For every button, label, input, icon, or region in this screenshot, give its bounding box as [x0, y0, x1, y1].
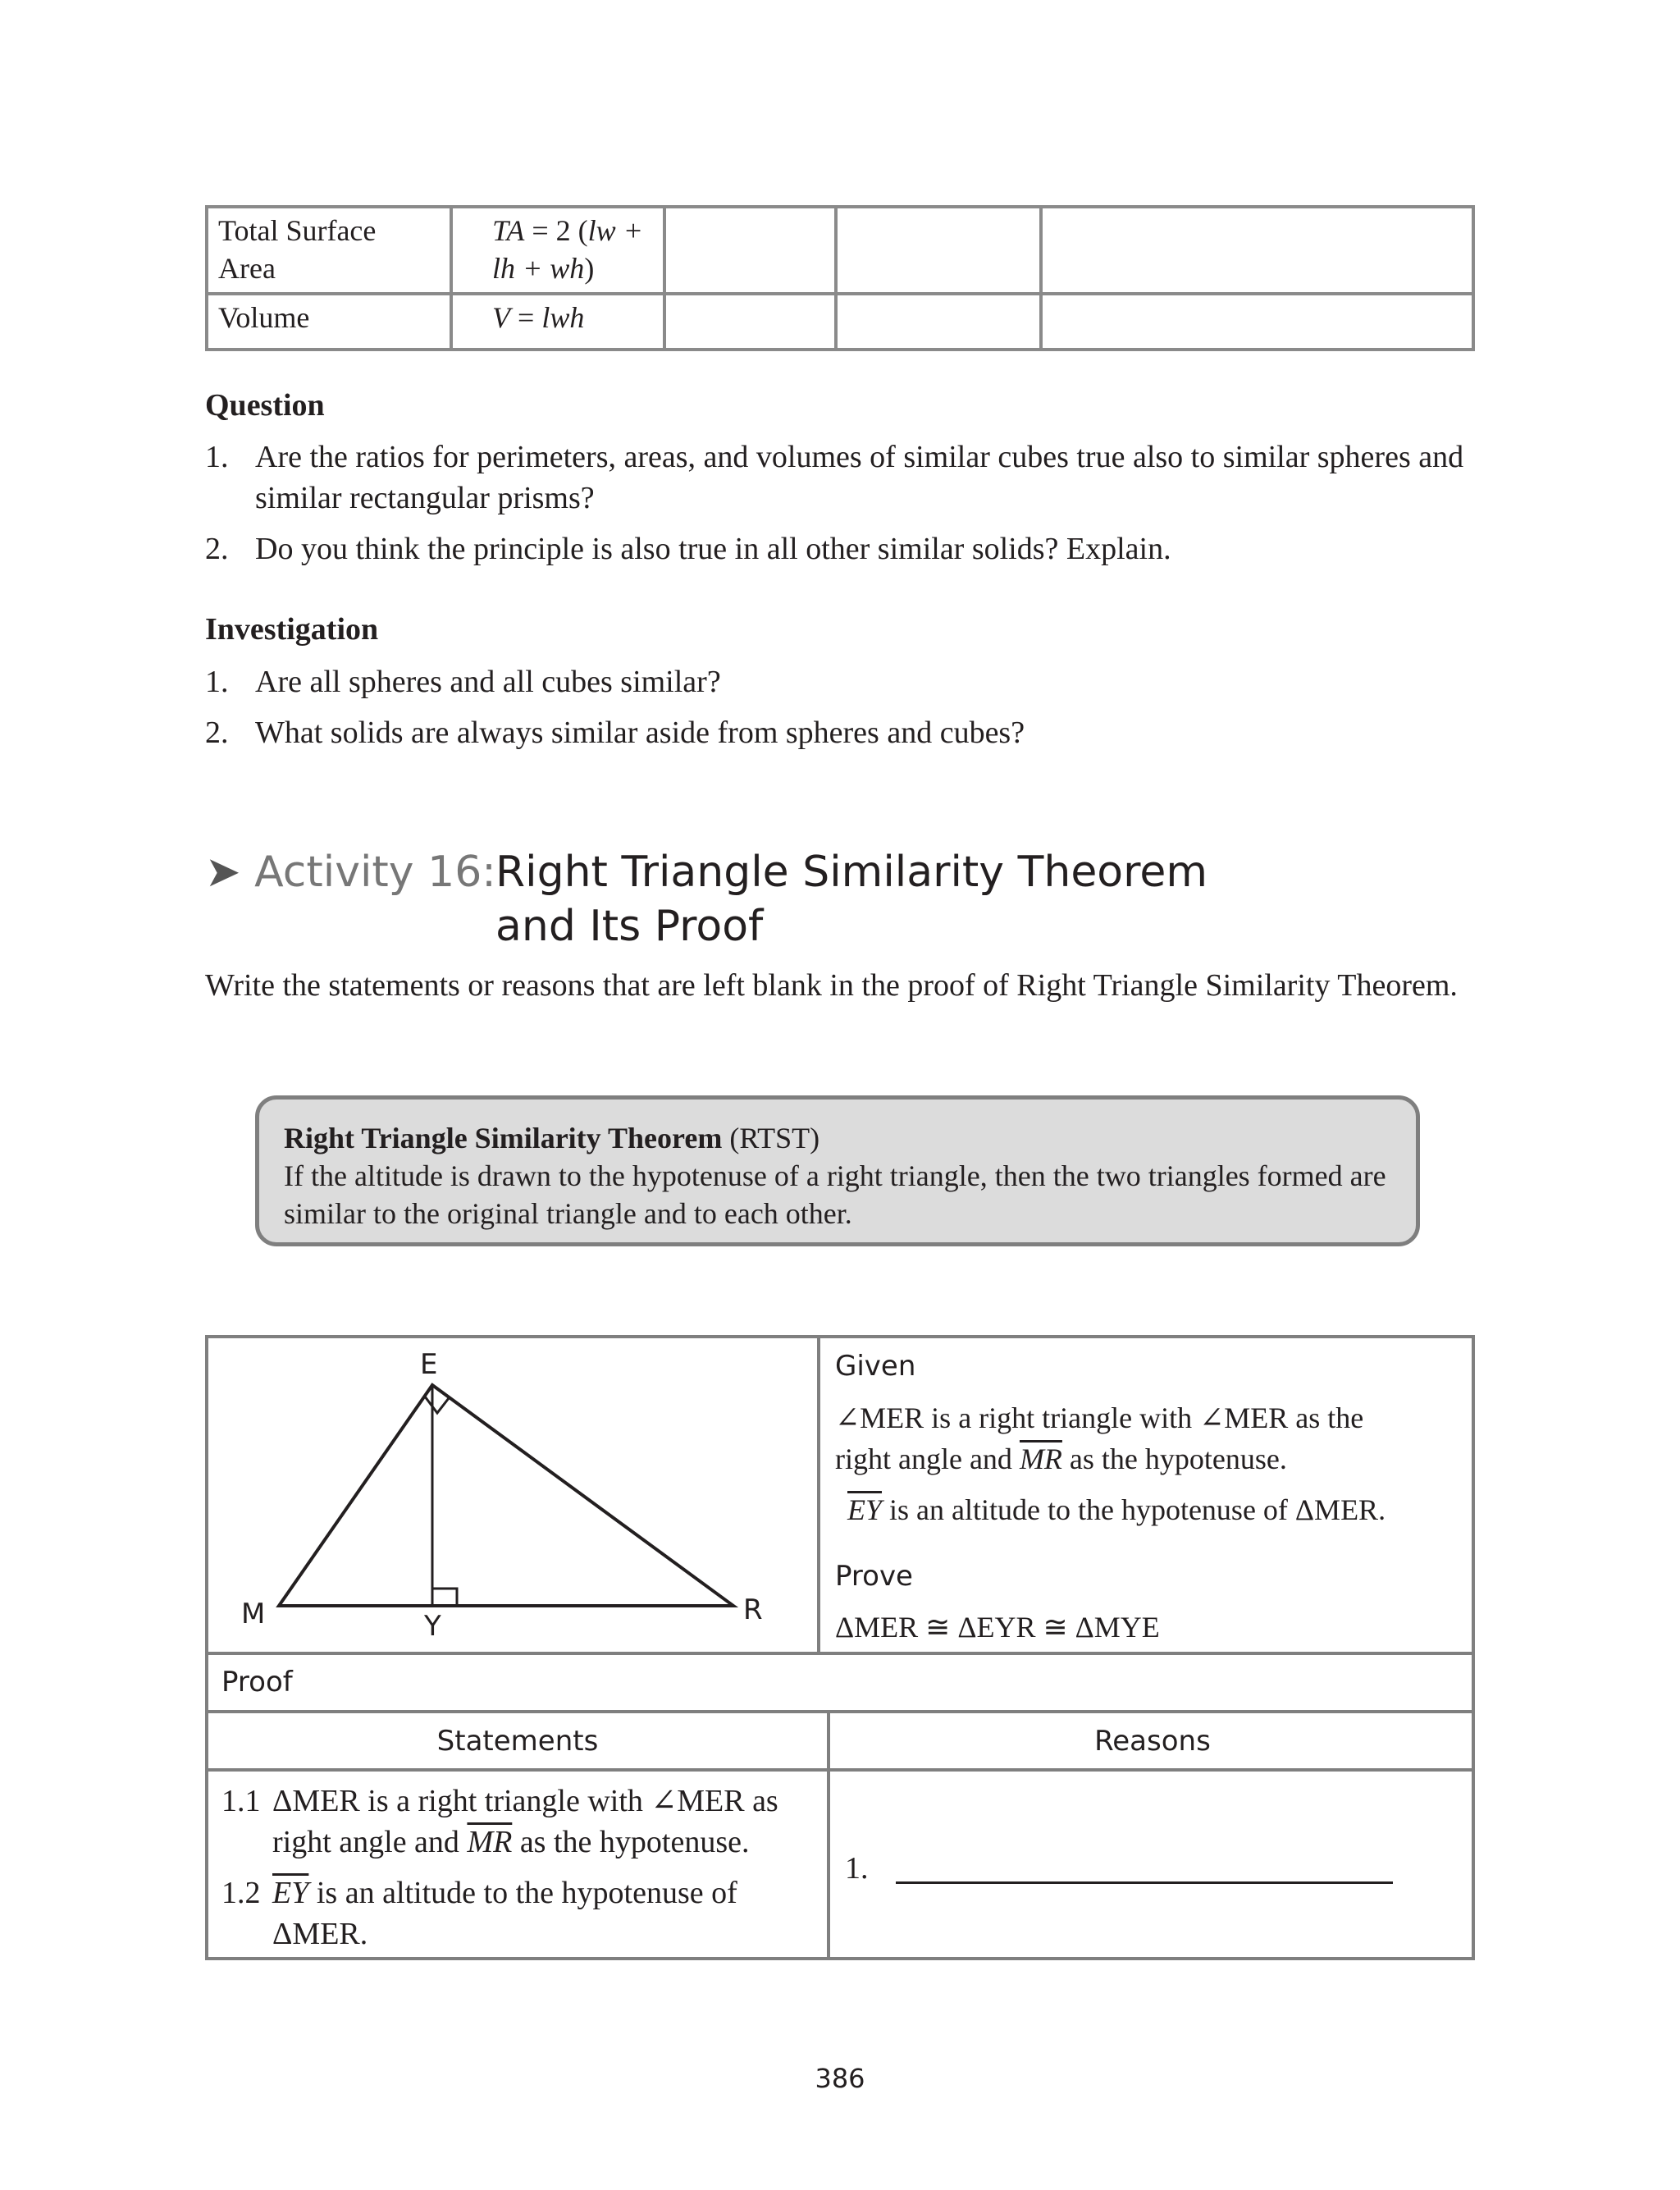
statements-cell	[221, 1781, 820, 1955]
question-heading: Question	[205, 388, 325, 423]
answer-cell[interactable]	[664, 207, 836, 294]
arrow-icon: ➤	[205, 848, 241, 897]
instructions: Write the statements or reasons that are left blank in the proof of Right Triangle Similarity Theorem.	[205, 968, 1458, 1003]
triangle-figure	[208, 1338, 815, 1650]
prove-heading: Prove	[835, 1560, 913, 1593]
row-label: Volume	[207, 294, 451, 350]
vertex-label-r: R	[743, 1593, 763, 1626]
proof-heading: Proof	[221, 1666, 293, 1699]
right-angle-mark-y	[432, 1589, 457, 1606]
given-heading: Given	[835, 1350, 916, 1383]
prove-statement: ΔMER ≅ ΔEYR ≅ ΔMYE	[835, 1611, 1160, 1644]
vertex-label-y: Y	[424, 1610, 441, 1643]
investigation-list	[205, 661, 1485, 763]
divider	[205, 1710, 1475, 1713]
activity-label: ➤ Activity 16:	[205, 848, 496, 897]
investigation-heading: Investigation	[205, 612, 379, 647]
given-statement: ∠MER is a right triangle with ∠MER as the right angle and $\overline{MR}$ as the hypotenuse. $\overline{EY}$ is an altitude to the hypotenuse of ΔMER.	[835, 1401, 1386, 1526]
answer-cell[interactable]	[836, 294, 1041, 350]
theorem-text: If the altitude is drawn to the hypotenuse of a right triangle, then the two triangles formed are similar to the original triangle and to each other.	[284, 1159, 1386, 1230]
volume-formula: V = lwh	[451, 294, 664, 350]
measurements-table	[205, 205, 1475, 351]
answer-cell[interactable]	[664, 294, 836, 350]
reason-1-blank[interactable]	[896, 1881, 1393, 1884]
divider	[817, 1335, 820, 1655]
reasons-header: Reasons	[1094, 1725, 1211, 1758]
answer-cell[interactable]	[836, 207, 1041, 294]
list-item: 2. What solids are always similar aside from spheres and cubes?	[205, 716, 1025, 750]
table-row	[207, 294, 1473, 350]
right-angle-mark-e	[425, 1397, 449, 1413]
row-label: Total Surface Area	[207, 207, 451, 294]
statement-1-2: 1.2 $\overline{EY}$ is an altitude to the hypotenuse of ΔMER.	[221, 1876, 737, 1951]
answer-cell[interactable]	[1041, 294, 1473, 350]
theorem-box	[255, 1095, 1420, 1246]
table-row	[207, 207, 1473, 294]
list-item: 2. Do you think the principle is also true in all other similar solids? Explain.	[205, 532, 1171, 566]
answer-cell[interactable]	[1041, 207, 1473, 294]
question-list	[205, 437, 1485, 579]
statements-header: Statements	[436, 1725, 599, 1758]
triangle-mer	[279, 1385, 733, 1606]
vertex-label-e: E	[420, 1348, 438, 1381]
list-item: 1. Are the ratios for perimeters, areas, and volumes of similar cubes true also to similar spheres and similar rectangular prisms?	[205, 440, 1464, 515]
divider	[205, 1768, 1475, 1772]
surface-area-formula: TA = 2 (lw + lh + wh)	[451, 207, 664, 294]
statement-1-1: 1.1 ΔMER is a right triangle with ∠MER as right angle and $\overline{MR}$ as the hypotenuse.	[221, 1784, 778, 1859]
divider	[205, 1652, 1475, 1655]
activity-title: Right Triangle Similarity Theorem and Its Proof	[495, 848, 1208, 951]
page-number: 386	[815, 2063, 865, 2094]
reason-1-number: 1.	[845, 1851, 869, 1886]
theorem-title: Right Triangle Similarity Theorem (RTST)	[284, 1122, 820, 1154]
vertex-label-m: M	[241, 1598, 266, 1630]
list-item: 1. Are all spheres and all cubes similar?	[205, 665, 721, 699]
